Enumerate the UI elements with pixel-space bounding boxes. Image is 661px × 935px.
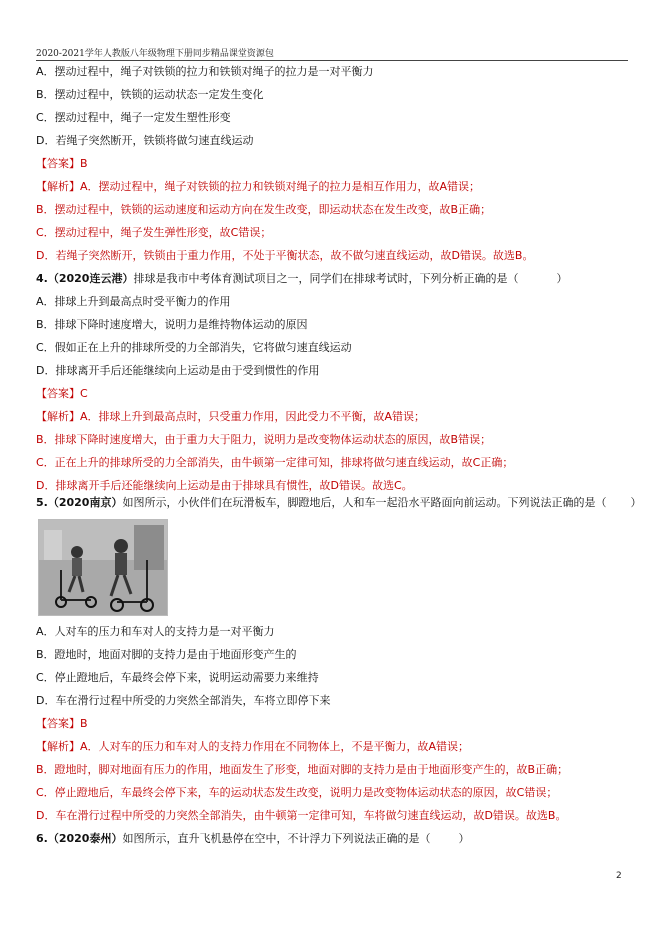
q4-number: 4. bbox=[36, 272, 48, 285]
q5-analysis-c: C．停止蹬地后，车最终会停下来，车的运动状态发生改变，说明力是改变物体运动状态的原因，故C错误； bbox=[36, 786, 558, 799]
q4-stem bbox=[36, 271, 567, 287]
page-number: 2 bbox=[616, 871, 622, 881]
q5-answer: 【答案】B bbox=[36, 717, 88, 730]
q4-option-a: A．排球上升到最高点时受平衡力的作用 bbox=[36, 295, 231, 308]
q3-option-c: C．摆动过程中，绳子一定发生塑性形变 bbox=[36, 111, 231, 124]
q6-stem bbox=[36, 831, 469, 847]
q5-stem-text: 如图所示，小伙伴们在玩滑板车，脚蹬地后，人和车一起沿水平路面向前运动。下列说法正确的是（ bbox=[122, 496, 607, 509]
q3-analysis-b: B．摆动过程中，铁锁的运动速度和运动方向在发生改变，即运动状态在发生改变，故B正确； bbox=[36, 203, 492, 216]
page-header: 2020-2021学年人教版八年级物理下册同步精品课堂资源包 bbox=[36, 49, 274, 59]
q5-analysis-b: B．蹬地时，脚对地面有压力的作用，地面发生了形变，地面对脚的支持力是由于地面形变产生的，故B正确； bbox=[36, 763, 569, 776]
q4-option-b: B．排球下降时速度增大，说明力是维持物体运动的原因 bbox=[36, 318, 308, 331]
q5-source: （2020南京） bbox=[47, 496, 123, 509]
q5-option-c: C．停止蹬地后，车最终会停下来，说明运动需要力来维持 bbox=[36, 671, 319, 684]
q4-answer: 【答案】C bbox=[36, 387, 88, 400]
q5-analysis-d: D．车在滑行过程中所受的力突然全部消失，由牛顿第一定律可知，车将做匀速直线运动，故D错误。故选B。 bbox=[36, 809, 567, 822]
q5-option-a: A．人对车的压力和车对人的支持力是一对平衡力 bbox=[36, 625, 275, 638]
q4-option-d: D．排球离开手后还能继续向上运动是由于受到惯性的作用 bbox=[36, 364, 320, 377]
scooter-photo bbox=[38, 519, 168, 616]
q3-analysis-c: C．摆动过程中，绳子发生弹性形变，故C错误； bbox=[36, 226, 272, 239]
q6-source: （2020泰州） bbox=[47, 832, 123, 845]
q5-analysis-a: 【解析】A．人对车的压力和车对人的支持力作用在不同物体上，不是平衡力，故A错误； bbox=[36, 740, 470, 753]
q5-option-d: D．车在滑行过程中所受的力突然全部消失，车将立即停下来 bbox=[36, 694, 331, 707]
q6-stem-end: ） bbox=[458, 832, 470, 845]
q6-stem-text: 如图所示，直升飞机悬停在空中，不计浮力下列说法正确的是（ bbox=[122, 832, 431, 845]
q3-option-d: D．若绳子突然断开，铁锁将做匀速直线运动 bbox=[36, 134, 254, 147]
q4-analysis-c: C．正在上升的排球所受的力全部消失，由牛顿第一定律可知，排球将做匀速直线运动，故C正确； bbox=[36, 456, 514, 469]
q5-stem bbox=[36, 495, 641, 511]
q3-option-a: A．摆动过程中，绳子对铁锁的拉力和铁锁对绳子的拉力是一对平衡力 bbox=[36, 65, 374, 78]
q4-option-c: C．假如正在上升的排球所受的力全部消失，它将做匀速直线运动 bbox=[36, 341, 352, 354]
q5-option-b: B．蹬地时，地面对脚的支持力是由于地面形变产生的 bbox=[36, 648, 297, 661]
q3-analysis-a: 【解析】A．摆动过程中，绳子对铁锁的拉力和铁锁对绳子的拉力是相互作用力，故A错误； bbox=[36, 180, 481, 193]
q6-number: 6. bbox=[36, 832, 48, 845]
q3-analysis-d: D．若绳子突然断开，铁锁由于重力作用，不处于平衡状态，故不做匀速直线运动，故D错误。故选B。 bbox=[36, 249, 534, 262]
q4-analysis-d: D．排球离开手后还能继续向上运动是由于排球具有惯性，故D错误。故选C。 bbox=[36, 479, 413, 492]
header-rule bbox=[36, 60, 628, 61]
q4-analysis-b: B．排球下降时速度增大，由于重力大于阻力，说明力是改变物体运动状态的原因，故B错误； bbox=[36, 433, 492, 446]
q4-source: （2020连云港） bbox=[47, 272, 134, 285]
q5-stem-end: ） bbox=[630, 496, 642, 509]
q3-option-b: B．摆动过程中，铁锁的运动状态一定发生变化 bbox=[36, 88, 264, 101]
q5-number: 5. bbox=[36, 496, 48, 509]
q4-stem-text: 排球是我市中考体育测试项目之一，同学们在排球考试时，下列分析正确的是（ bbox=[133, 272, 519, 285]
q4-stem-end: ） bbox=[556, 272, 568, 285]
q4-analysis-a: 【解析】A．排球上升到最高点时，只受重力作用，因此受力不平衡，故A错误； bbox=[36, 410, 426, 423]
q3-answer: 【答案】B bbox=[36, 157, 88, 170]
